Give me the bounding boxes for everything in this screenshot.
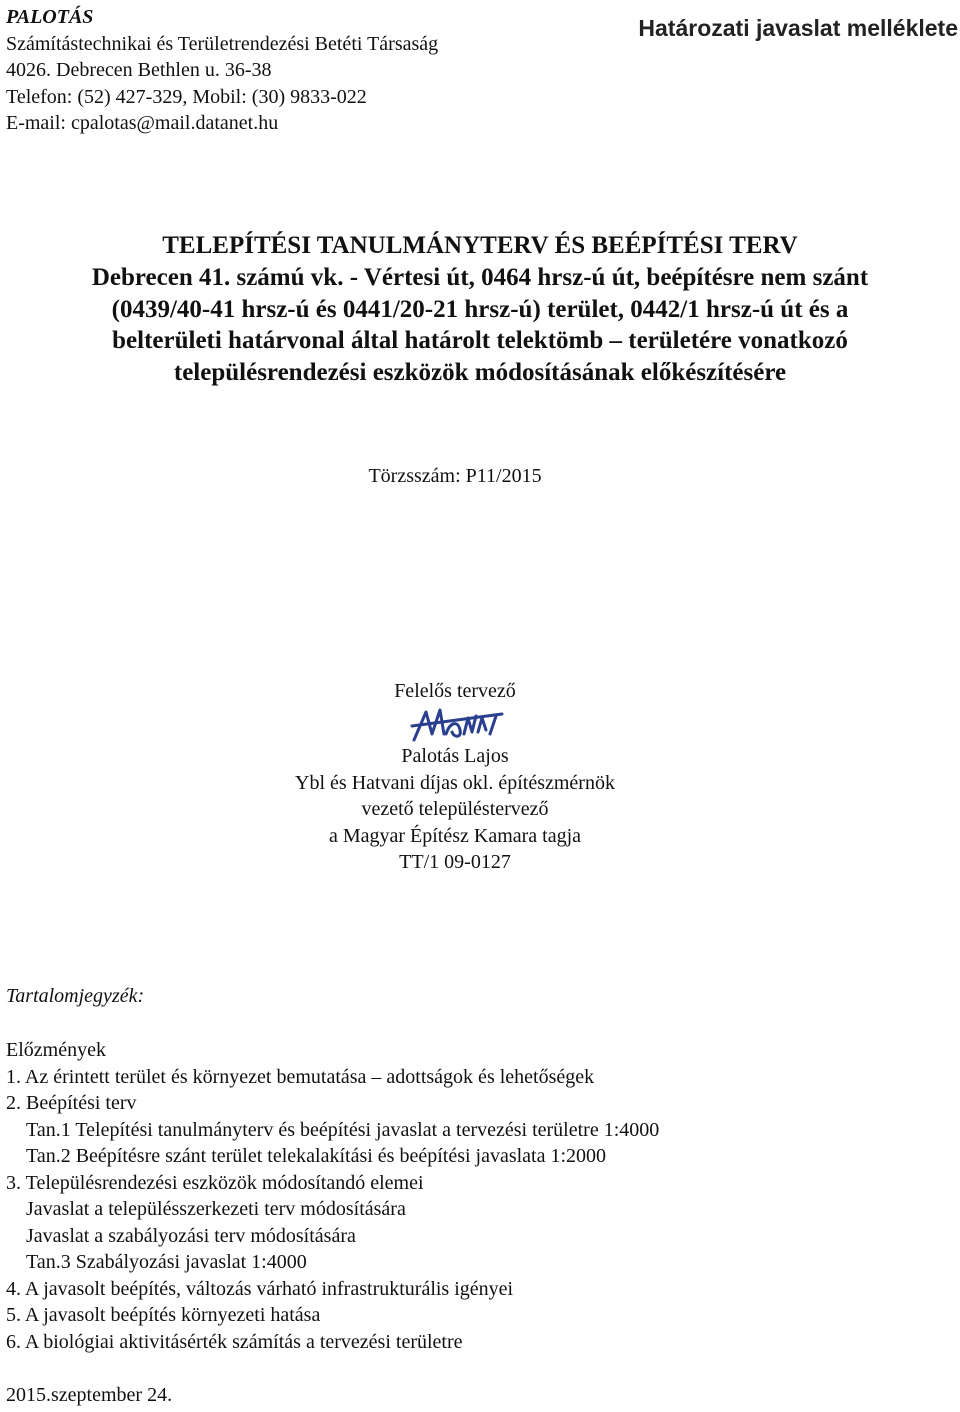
toc-item: 2. Beépítési terv (6, 1092, 137, 1114)
annex-label: Határozati javaslat melléklete (638, 15, 958, 41)
registration-number: Törzsszám: P11/2015 (368, 465, 542, 487)
company-email: E-mail: cpalotas@mail.datanet.hu (6, 112, 279, 134)
toc-subitem: Tan.2 Beépítésre szánt terület telekalakítási és beépítési javaslata 1:2000 (26, 1145, 607, 1167)
toc-item: Előzmények (6, 1039, 106, 1061)
designer-license: TT/1 09-0127 (399, 851, 511, 873)
toc-item: 6. A biológiai aktivitásérték számítás a tervezési területre (6, 1330, 463, 1353)
subtitle-line: Debrecen 41. számú vk. - Vértesi út, 0464 hrsz-ú út, beépítésre nem szánt (91, 264, 869, 291)
toc-item: 4. A javasolt beépítés, változás várható infrastrukturális igényei (6, 1277, 514, 1300)
table-of-contents (6, 1037, 659, 1355)
toc-title: Tartalomjegyzék: (6, 985, 145, 1007)
toc-item: 5. A javasolt beépítés környezeti hatása (6, 1304, 321, 1326)
company-block (6, 4, 438, 137)
document-date: 2015.szeptember 24. (6, 1384, 173, 1406)
subtitle-line: belterületi határvonal által határolt telektömb – területére vonatkozó (112, 327, 848, 354)
designer-role: Felelős tervező (394, 680, 516, 702)
document-subtitle (0, 262, 960, 388)
company-address: 4026. Debrecen Bethlen u. 36-38 (6, 59, 272, 81)
subtitle-line: (0439/40-41 hrsz-ú és 0441/20-21 hrsz-ú) terület, 0442/1 hrsz-ú út és a (111, 295, 849, 323)
designer-membership: a Magyar Építész Kamara tagja (328, 824, 582, 847)
designer-details (0, 743, 910, 876)
toc-item: 1. Az érintett terület és környezet bemutatása – adottságok és lehetőségek (6, 1065, 595, 1088)
toc-subitem: Javaslat a szabályozási terv módosítására (26, 1224, 356, 1247)
toc-item: 3. Településrendezési eszközök módosítandó elemei (6, 1171, 424, 1194)
designer-name: Palotás Lajos (401, 745, 509, 767)
toc-subitem: Tan.3 Szabályozási javaslat 1:4000 (26, 1251, 307, 1273)
toc-subitem: Tan.1 Telepítési tanulmányterv és beépítési javaslat a tervezési területre 1:4000 (26, 1118, 660, 1141)
company-name: PALOTÁS (6, 6, 94, 28)
document-title: TELEPÍTÉSI TANULMÁNYTERV ÉS BEÉPÍTÉSI TERV (162, 232, 798, 259)
signature-image (410, 704, 504, 744)
toc-subitem: Javaslat a településszerkezeti terv módosítására (26, 1198, 406, 1220)
subtitle-line: településrendezési eszközök módosításának előkészítésére (173, 358, 787, 386)
company-line: Számítástechnikai és Területrendezési Betéti Társaság (6, 32, 439, 55)
designer-position: vezető településtervező (361, 798, 549, 820)
company-phone: Telefon: (52) 427-329, Mobil: (30) 9833-022 (6, 85, 367, 108)
designer-title: Ybl és Hatvani díjas okl. építészmérnök (295, 771, 615, 794)
